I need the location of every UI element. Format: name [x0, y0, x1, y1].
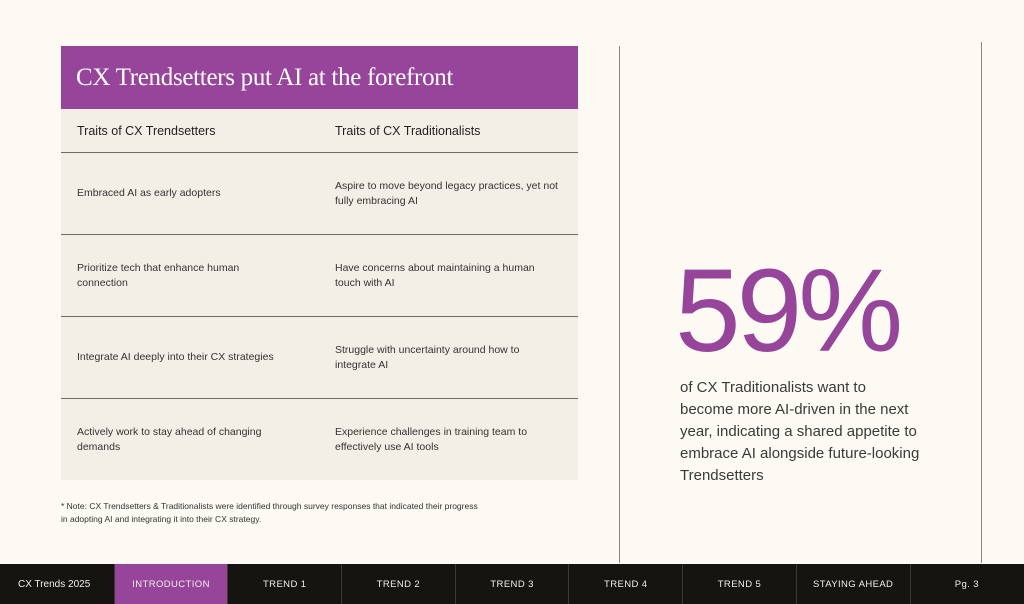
nav-trend-3[interactable]: TREND 3	[455, 564, 569, 604]
header-traditionalists: Traits of CX Traditionalists	[335, 123, 481, 138]
divider	[981, 42, 982, 563]
table-row	[61, 235, 578, 317]
trendsetter-trait: Actively work to stay ahead of changing demands	[77, 425, 262, 453]
nav-introduction[interactable]: INTRODUCTION	[114, 564, 228, 604]
nav-trend-4[interactable]: TREND 4	[568, 564, 682, 604]
nav-trend-1[interactable]: TREND 1	[227, 564, 341, 604]
page-number: Pg. 3	[910, 564, 1024, 604]
traits-table	[61, 46, 578, 480]
stat-value: 59%	[675, 245, 900, 377]
traditionalist-trait: Struggle with uncertainty around how to integrate AI	[335, 343, 520, 371]
table-header	[61, 109, 578, 153]
nav-trend-2[interactable]: TREND 2	[341, 564, 455, 604]
table-title: CX Trendsetters put AI at the forefront	[61, 46, 578, 109]
footer-nav	[0, 564, 1024, 604]
nav-staying-ahead[interactable]: STAYING AHEAD	[796, 564, 910, 604]
header-trendsetters: Traits of CX Trendsetters	[77, 123, 216, 138]
table-row	[61, 399, 578, 480]
table-row	[61, 153, 578, 235]
footer-brand-link[interactable]: CX Trends 2025	[18, 578, 91, 590]
nav-trend-5[interactable]: TREND 5	[682, 564, 796, 604]
trendsetter-trait: Integrate AI deeply into their CX strategies	[77, 351, 274, 363]
traditionalist-trait: Have concerns about maintaining a human touch with AI	[335, 261, 535, 289]
stat-description: of CX Traditionalists want to become more AI-driven in the next year, indicating a shared appetite to embrace AI alongside future-looking Trendsetters	[680, 379, 920, 484]
trendsetter-trait: Prioritize tech that enhance human connection	[77, 261, 240, 289]
table-row	[61, 317, 578, 399]
traditionalist-trait: Aspire to move beyond legacy practices, yet not fully embracing AI	[335, 179, 558, 207]
footnote: * Note: CX Trendsetters & Traditionalists were identified through survey responses that indicated their progress in adopting AI and integrating it into their CX strategy.	[61, 501, 478, 524]
traditionalist-trait: Experience challenges in training team to effectively use AI tools	[335, 425, 528, 453]
divider	[619, 46, 620, 563]
trendsetter-trait: Embraced AI as early adopters	[77, 187, 221, 199]
